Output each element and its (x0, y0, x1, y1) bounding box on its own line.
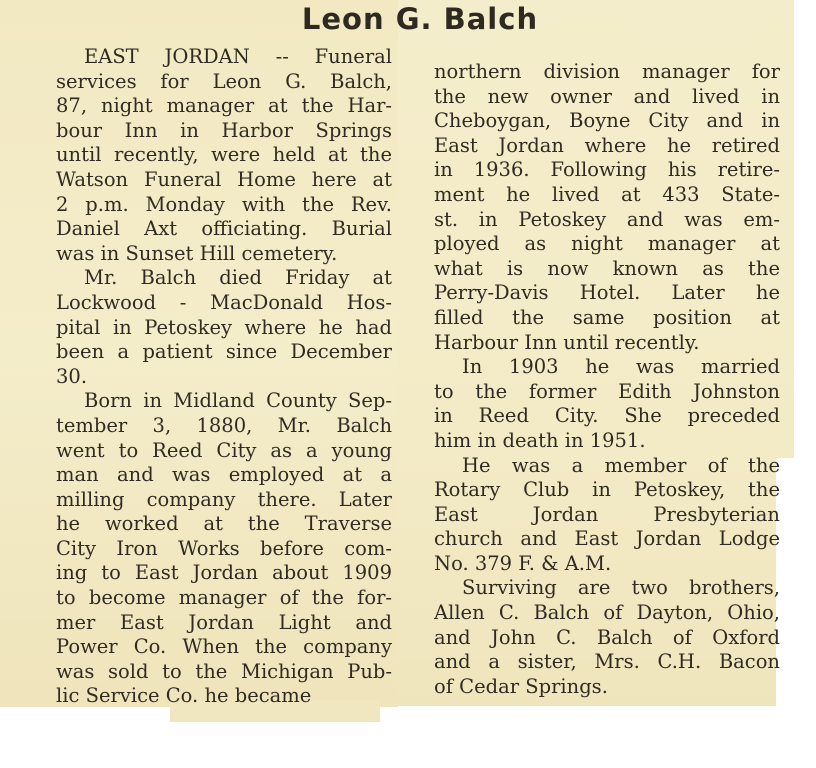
text-line: Daniel Axt officiating. Burial (56, 217, 392, 241)
text-line: been a patient since December (56, 340, 392, 364)
text-line: bour Inn in Harbor Springs (56, 118, 392, 142)
obituary-headline: Leon G. Balch (301, 2, 539, 36)
text-line: him in death in 1951. (434, 428, 646, 452)
text-line: in 1936. Following his retire- (434, 158, 780, 182)
text-line: what is now known as the (434, 256, 780, 280)
left-text-column (56, 45, 392, 709)
text-line: Lockwood - MacDonald Hos- (56, 290, 392, 314)
text-line: lic Service Co. he became (56, 684, 312, 708)
text-line: Mr. Balch died Friday at (84, 266, 392, 290)
text-line: Allen C. Balch of Dayton, Ohio, (434, 601, 780, 625)
paragraph (434, 60, 780, 355)
text-line: Rotary Club in Petoskey, the (434, 478, 780, 502)
paragraph (56, 45, 392, 266)
text-line: and John C. Balch of Oxford (434, 625, 780, 649)
text-line: ployed as night manager at (434, 232, 780, 256)
text-line: Harbour Inn until recently. (434, 330, 700, 354)
paragraph (56, 389, 392, 709)
text-line: mer East Jordan Light and (56, 610, 392, 634)
paragraph (434, 355, 780, 453)
paragraph (434, 454, 780, 577)
text-line: to become manager of the for- (56, 586, 392, 610)
text-line: was sold to the Michigan Pub- (56, 659, 392, 683)
text-line: 30. (56, 364, 88, 388)
text-line: Surviving are two brothers, (462, 576, 780, 600)
text-line: East Jordan Presbyterian (434, 502, 780, 526)
paragraph (56, 266, 392, 389)
text-line: 2 p.m. Monday with the Rev. (56, 192, 392, 216)
text-line: City Iron Works before com- (56, 536, 392, 560)
text-line: and a sister, Mrs. C.H. Bacon (434, 650, 780, 674)
text-line: He was a member of the (462, 453, 780, 477)
text-line: milling company there. Later (56, 487, 392, 511)
text-line: man and was employed at a (56, 463, 392, 487)
text-line: church and East Jordan Lodge (434, 527, 780, 551)
paragraph (434, 576, 780, 699)
text-line: to the former Edith Johnston (434, 379, 780, 403)
text-line: Power Co. When the company (56, 635, 392, 659)
text-line: No. 379 F. & A.M. (434, 551, 612, 575)
text-line: 87, night manager at the Har- (56, 94, 392, 118)
text-line: Born in Midland County Sep- (84, 389, 392, 413)
text-line: Watson Funeral Home here at (56, 167, 392, 191)
text-line: Cheboygan, Boyne City and in (434, 109, 780, 133)
text-line: went to Reed City as a young (56, 438, 392, 462)
text-line: until recently, were held at the (56, 143, 392, 167)
text-line: the new owner and lived in (434, 84, 780, 108)
text-line: he worked at the Traverse (56, 512, 392, 536)
text-line: In 1903 he was married (462, 355, 780, 379)
text-line: pital in Petoskey where he had (56, 315, 392, 339)
text-line: filled the same position at (434, 305, 780, 329)
text-line: in Reed City. She preceded (434, 404, 780, 428)
text-line: northern division manager for (434, 60, 780, 83)
text-line: East Jordan where he retired (434, 133, 780, 157)
text-line: st. in Petoskey and was em- (434, 207, 780, 231)
text-line: EAST JORDAN -- Funeral (84, 45, 392, 68)
text-line: Perry-Davis Hotel. Later he (434, 281, 780, 305)
text-line: was in Sunset Hill cemetery. (56, 241, 338, 265)
text-line: ing to East Jordan about 1909 (56, 561, 392, 585)
text-line: tember 3, 1880, Mr. Balch (56, 413, 392, 437)
text-line: ment he lived at 433 State- (434, 182, 780, 206)
right-text-column (434, 60, 780, 699)
text-line: of Cedar Springs. (434, 674, 608, 698)
text-line: services for Leon G. Balch, (56, 69, 392, 93)
